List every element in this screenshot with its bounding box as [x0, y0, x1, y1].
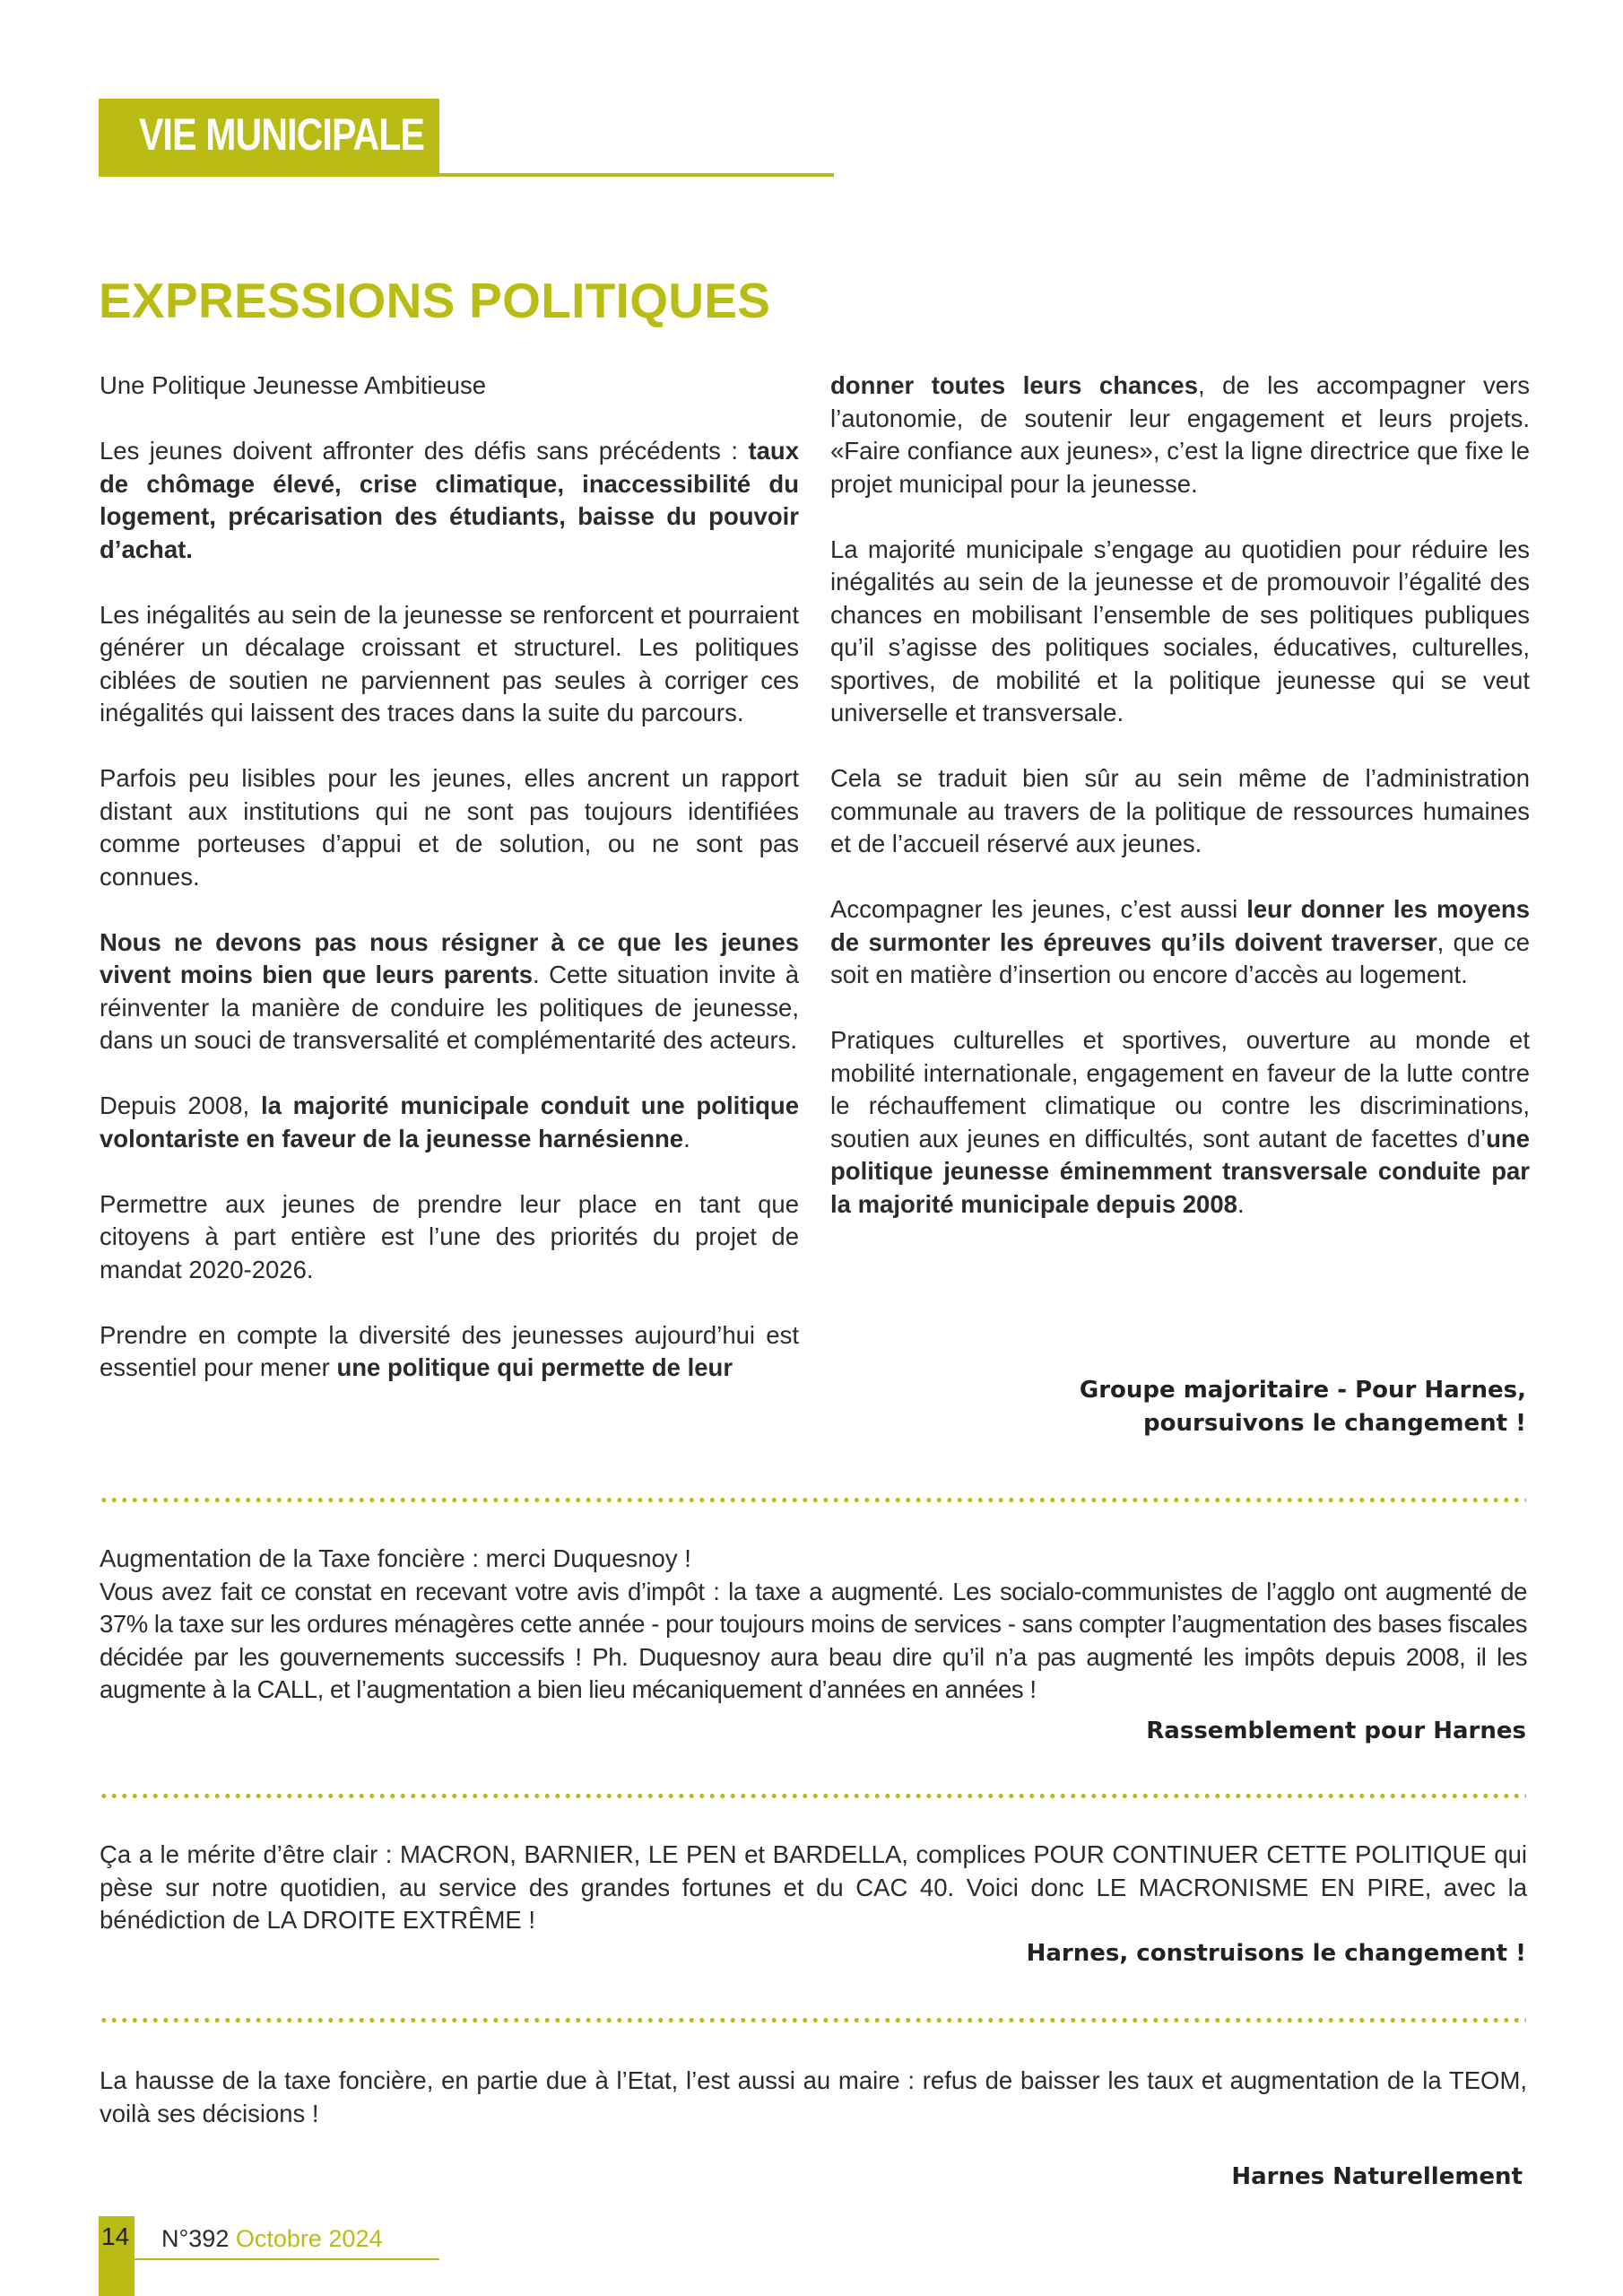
- majority-paragraph: Permettre aux jeunes de prendre leur place en tant que citoyens à part entière est l’une des priorités du projet de mandat 2020-2026.: [100, 1189, 799, 1283]
- naturellement-body: La hausse de la taxe foncière, en partie due à l’Etat, l’est aussi au maire : refus de baisser les taux et augmentation de la TEOM, voilà ses décisions !: [100, 2066, 1527, 2127]
- dotted-separator: [99, 1497, 1526, 1503]
- paragraph-text: Pratiques culturelles et sportives, ouverture au monde et mobilité internationale, engagement en faveur de la lutte contre le réchauffement climatique ou contre les discriminations, soutien aux jeunes en difficultés, sont autant de facettes d’: [830, 1026, 1530, 1152]
- dotted-separator: [99, 2017, 1526, 2023]
- construisons-body: Ça a le mérite d’être clair : MACRON, BARNIER, LE PEN et BARDELLA, complices POUR CONTINUER CETTE POLITIQUE qui pèse sur notre quotidien, au service des grandes fortunes et du CAC 40. Voici donc LE MACRONISME EN PIRE, avec la bénédiction de LA DROITE EXTRÊME !: [100, 1840, 1527, 1934]
- paragraph-text: Depuis 2008,: [100, 1091, 261, 1119]
- majority-paragraph: [100, 435, 799, 566]
- paragraph-text: Accompagner les jeunes, c’est aussi: [830, 895, 1247, 923]
- paragraph-text: Prendre en compte la diversité des jeunesses aujourd’hui est essentiel pour mener: [100, 1320, 799, 1381]
- paragraph-text: .: [683, 1124, 690, 1152]
- majority-paragraph: [100, 1090, 799, 1155]
- paragraph-emphasis: donner toutes leurs chances: [830, 371, 1199, 399]
- paragraph-text: , que ce soit en matière d’insertion ou encore d’accès au logement.: [830, 927, 1530, 988]
- signature-line: Groupe majoritaire - Pour Harnes,: [1079, 1377, 1526, 1404]
- majority-signature: [1080, 1374, 1526, 1440]
- majority-paragraph: Les inégalités au sein de la jeunesse se renforcent et pourraient générer un décalage croissant et structurel. Les politiques ciblées de soutien ne parviennent pas seules à corriger ces inégalités qui laissent des traces dans la suite du parcours.: [100, 600, 799, 726]
- signature-line: poursuivons le changement !: [1143, 1410, 1526, 1437]
- paragraph-emphasis: taux de chômage élevé, crise climatique, inaccessibilité du logement, précarisation des étudiants, baisse du pouvoir d’achat.: [100, 437, 799, 563]
- majority-paragraph: La majorité municipale s’engage au quotidien pour réduire les inégalités au sein de la jeunesse et de promouvoir l’égalité des chances en mobilisant l’ensemble de ses politiques publiques qu’il s’agisse des politiques sociales, éducatives, culturelles, sportives, de mobilité et la politique jeunesse qui se veut universelle et transversale.: [830, 535, 1530, 726]
- issue-info: [161, 2225, 382, 2253]
- issue-number: N°392: [161, 2225, 230, 2252]
- paragraph-emphasis: une politique jeunesse éminemment transversale conduite par la majorité municipale depuis 2008: [830, 1124, 1530, 1218]
- majority-paragraph: Parfois peu lisibles pour les jeunes, elles ancrent un rapport distant aux institutions qui ne sont pas toujours identifiées comme porteuses d’appui et de solution, ou ne sont pas connues.: [100, 764, 799, 891]
- majority-paragraph: [100, 1319, 799, 1385]
- majority-heading: Une Politique Jeunesse Ambitieuse: [100, 371, 487, 399]
- majority-paragraph: [830, 893, 1530, 992]
- paragraph-text: , de les accompagner vers l’autonomie, de soutenir leur engagement et leurs projets. «Faire confiance aux jeunes», c’est la ligne directrice que fixe le projet municipal pour la jeunesse.: [830, 371, 1531, 498]
- paragraph-text: Les jeunes doivent affronter des défis sans précédents :: [100, 437, 749, 465]
- majority-paragraph: [830, 370, 1530, 500]
- naturellement-text: [100, 2065, 1527, 2130]
- construisons-signature: Harnes, construisons le changement !: [1026, 1940, 1526, 1967]
- majority-paragraph: [100, 926, 799, 1057]
- majority-paragraph: Cela se traduit bien sûr au sein même de l’administration communale au travers de la politique de ressources humaines et de l’accueil réservé aux jeunes.: [830, 764, 1530, 857]
- majority-column-left: [100, 370, 799, 1385]
- footer-rule: [135, 2258, 439, 2260]
- paragraph-emphasis: leur donner les moyens de surmonter les épreuves qu’ils doivent traverser: [830, 895, 1530, 956]
- page-title: EXPRESSIONS POLITIQUES: [99, 273, 771, 328]
- construisons-text: [100, 1839, 1527, 1937]
- page-number: 14: [101, 2222, 130, 2250]
- dotted-separator: [99, 1793, 1526, 1799]
- paragraph-text: .: [1237, 1189, 1245, 1218]
- majority-column-right: [830, 370, 1530, 1221]
- paragraph-text: . Cette situation invite à réinventer la manière de conduire les politiques de jeunesse, dans un souci de transversalité et complémentarité des acteurs.: [100, 961, 800, 1054]
- section-label: VIE MUNICIPALE: [139, 109, 425, 160]
- paragraph-emphasis: une politique qui permette de leur: [336, 1353, 733, 1381]
- rassemblement-title: Augmentation de la Taxe foncière : merci Duquesnoy !: [100, 1544, 691, 1572]
- rassemblement-text: [100, 1543, 1527, 1707]
- rassemblement-signature: Rassemblement pour Harnes: [1146, 1718, 1526, 1744]
- paragraph-emphasis: Nous ne devons pas nous résigner à ce que les jeunes vivent moins bien que leurs parents: [100, 927, 799, 988]
- issue-date: Octobre 2024: [235, 2225, 383, 2252]
- rassemblement-body: Vous avez fait ce constat en recevant votre avis d’impôt : la taxe a augmenté. Les socialo-communistes de l’agglo ont augmenté de 37% la taxe sur les ordures ménagères cette année - pour toujours moins de services - sans compter l’augmentation des bases fiscales décidée par les gouvernements successifs ! Ph. Duquesnoy aura beau dire qu’il n’a pas augmenté les impôts depuis 2008, il les augmente à la CALL, et l’augmentation a bien lieu mécaniquement d’années en années !: [100, 1577, 1527, 1703]
- section-rule: [99, 173, 834, 177]
- majority-paragraph: [830, 1024, 1530, 1221]
- naturellement-signature: Harnes Naturellement: [1231, 2163, 1523, 2190]
- paragraph-emphasis: la majorité municipale conduit une politique volontariste en faveur de la jeunesse harnésienne: [100, 1091, 800, 1152]
